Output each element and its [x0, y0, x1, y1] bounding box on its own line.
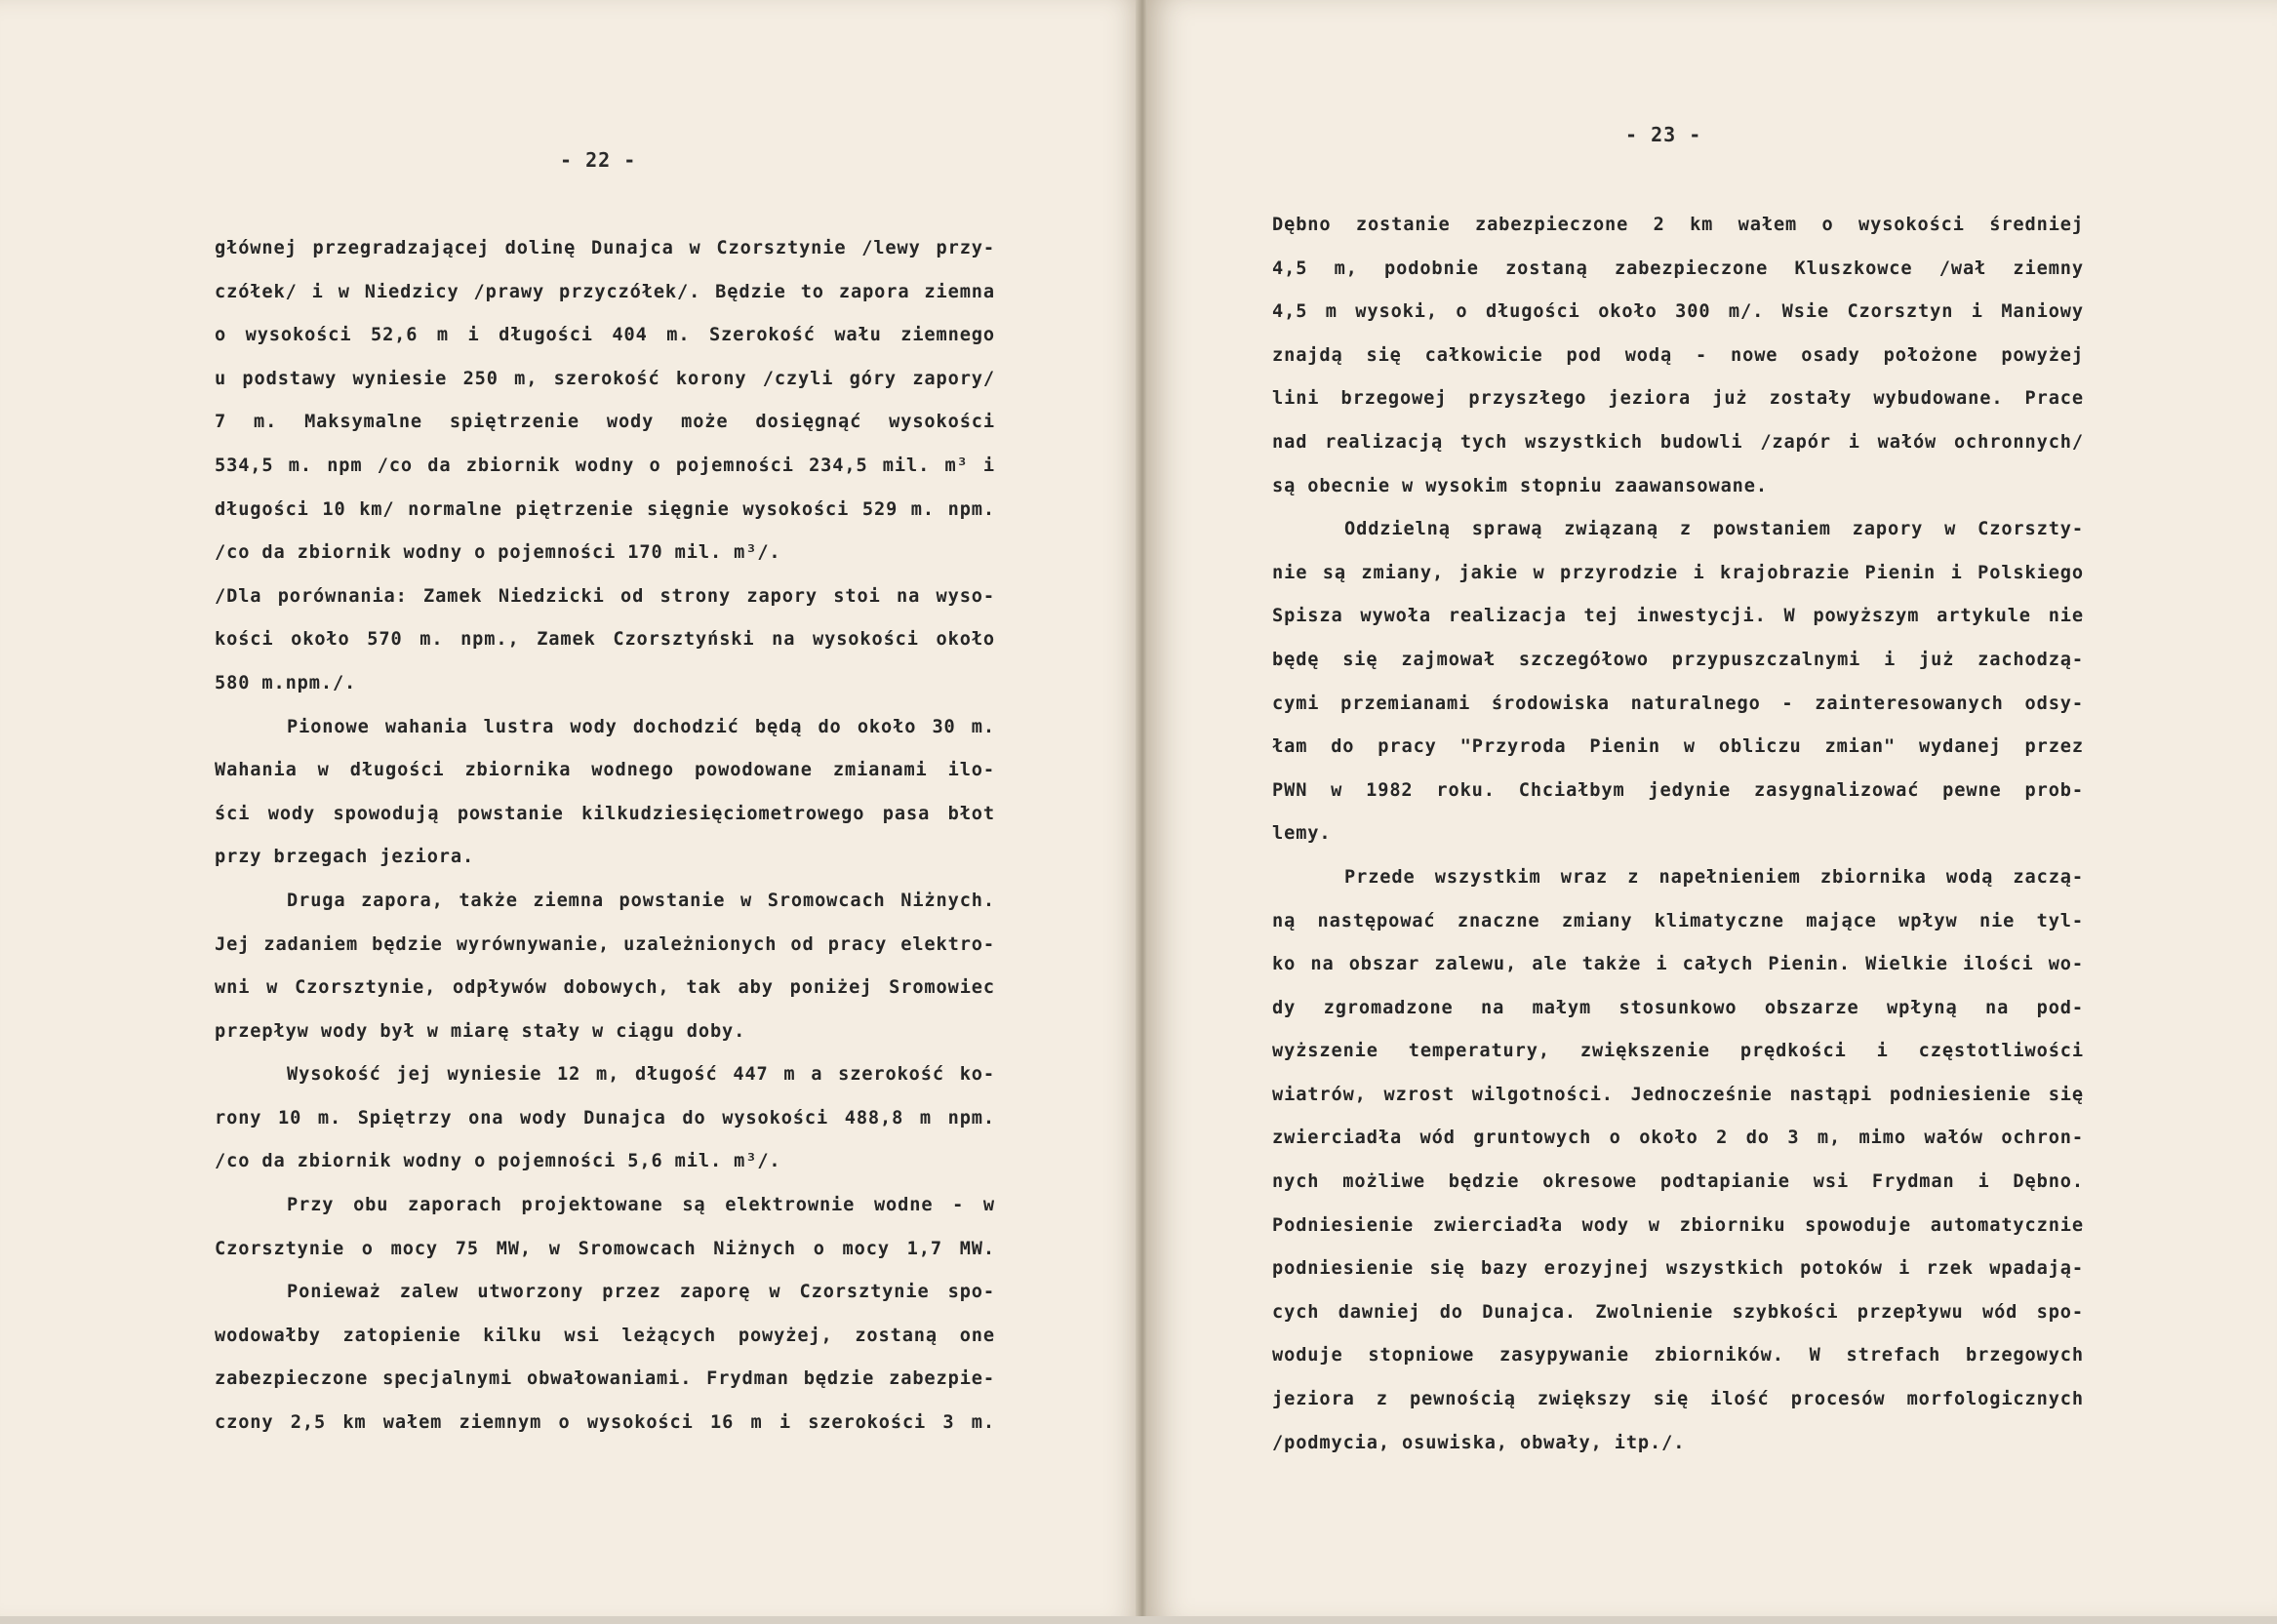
text-line: zabezpieczone specjalnymi obwałowaniami. Frydman będzie zabezpie- [215, 1368, 995, 1390]
text-line: u podstawy wyniesie 250 m, szerokość korony /czyli góry zapory/ [215, 368, 995, 389]
text-line: ści wody spowodują powstanie kilkudziesięciometrowego pasa błot [215, 803, 995, 824]
text-line: Ponieważ zalew utworzony przez zaporę w Czorsztynie spo- [287, 1282, 995, 1303]
text-line: Przede wszystkim wraz z napełnieniem zbiornika wodą zaczą- [1344, 866, 2084, 888]
text-line: Oddzielną sprawą związaną z powstaniem zapory w Czorszty- [1344, 519, 2084, 540]
text-line: lini brzegowej przyszłego jeziora już zostały wybudowane. Prace [1272, 388, 2084, 410]
text-line: Druga zapora, także ziemna powstanie w Sromowcach Niżnych. [287, 890, 995, 911]
text-line: ną następować znaczne zmiany klimatyczne mające wpływ nie tyl- [1272, 910, 2084, 931]
text-line: 7 m. Maksymalne spiętrzenie wody może dosięgnąć wysokości [215, 412, 995, 433]
text-line: Pionowe wahania lustra wody dochodzić będą do około 30 m. [287, 716, 995, 737]
text-line: będę się zajmował szczegółowo przypuszczalnymi i już zachodzą- [1272, 649, 2084, 670]
text-line: łam do pracy "Przyroda Pienin w obliczu zmian" wydanej przez [1272, 736, 2084, 758]
text-line: kości około 570 m. npm., Zamek Czorsztyński na wysokości około [215, 629, 995, 651]
text-line: 4,5 m, podobnie zostaną zabezpieczone Kluszkowce /wał ziemny [1272, 257, 2084, 279]
text-line: /co da zbiornik wodny o pojemności 170 mil. m³/. [215, 542, 781, 564]
right-page-text [1272, 204, 2084, 1465]
text-line: /podmycia, osuwiska, obwały, itp./. [1272, 1432, 1686, 1453]
text-line: PWN w 1982 roku. Chciałbym jedynie zasygnalizować pewne prob- [1272, 779, 2084, 801]
text-line: o wysokości 52,6 m i długości 404 m. Szerokość wału ziemnego [215, 325, 995, 346]
text-line: przepływ wody był w miarę stały w ciągu doby. [215, 1020, 746, 1042]
text-line: 580 m.npm./. [215, 672, 357, 693]
text-line: nad realizacją tych wszystkich budowli /zapór i wałów ochronnych/ [1272, 431, 2084, 453]
text-line: wiatrów, wzrost wilgotności. Jednocześnie nastąpi podniesienie się [1272, 1084, 2084, 1105]
right-page [1147, 0, 2277, 1624]
text-line: /Dla porównania: Zamek Niedzicki od strony zapory stoi na wyso- [215, 585, 995, 607]
text-line: są obecnie w wysokim stopniu zaawansowane. [1272, 475, 1768, 496]
text-line: Czorsztynie o mocy 75 MW, w Sromowcach Niżnych o mocy 1,7 MW. [215, 1238, 995, 1259]
text-line: 4,5 m wysoki, o długości około 300 m/. Wsie Czorsztyn i Maniowy [1272, 301, 2084, 323]
text-line: nie są zmiany, jakie w przyrodzie i krajobrazie Pienin i Polskiego [1272, 562, 2084, 583]
text-line: czony 2,5 km wałem ziemnym o wysokości 16 m i szerokości 3 m. [215, 1412, 995, 1434]
text-line: dy zgromadzone na małym stosunkowo obszarze wpłyną na pod- [1272, 997, 2084, 1018]
text-line: cych dawniej do Dunajca. Zwolnienie szybkości przepływu wód spo- [1272, 1301, 2084, 1323]
left-page-text [215, 227, 995, 1446]
text-line: rony 10 m. Spiętrzy ona wody Dunajca do wysokości 488,8 m npm. [215, 1107, 995, 1129]
text-line: nych możliwe będzie okresowe podtapianie wsi Frydman i Dębno. [1272, 1171, 2084, 1193]
text-line: przy brzegach jeziora. [215, 847, 475, 868]
text-line: wni w Czorsztynie, odpływów dobowych, tak aby poniżej Sromowiec [215, 977, 995, 999]
text-line: zwierciadła wód gruntowych o około 2 do 3 m, mimo wałów ochron- [1272, 1128, 2084, 1149]
text-line: znajdą się całkowicie pod wodą - nowe osady położone powyżej [1272, 344, 2084, 366]
text-line: Spisza wywoła realizacja tej inwestycji. W powyższym artykule nie [1272, 606, 2084, 627]
text-line: ko na obszar zalewu, ale także i całych Pienin. Wielkie ilości wo- [1272, 954, 2084, 975]
text-line: lemy. [1272, 823, 1332, 845]
text-line: wodowałby zatopienie kilku wsi leżących powyżej, zostaną one [215, 1325, 995, 1346]
page-number-right: - 23 - [1625, 123, 1702, 146]
page-number-left: - 22 - [560, 148, 637, 172]
text-line: Wahania w długości zbiornika wodnego powodowane zmianami ilo- [215, 760, 995, 781]
text-line: Wysokość jej wyniesie 12 m, długość 447 m a szerokość ko- [287, 1064, 995, 1086]
text-line: /co da zbiornik wodny o pojemności 5,6 mil. m³/. [215, 1151, 781, 1172]
text-line: cymi przemianami środowiska naturalnego - zainteresowanych odsy- [1272, 693, 2084, 714]
text-line: głównej przegradzającej dolinę Dunajca w Czorsztynie /lewy przy- [215, 238, 995, 258]
text-line: 534,5 m. npm /co da zbiornik wodny o pojemności 234,5 mil. m³ i [215, 455, 995, 476]
text-line: Jej zadaniem będzie wyrównywanie, uzależnionych od pracy elektro- [215, 933, 995, 955]
text-line: długości 10 km/ normalne piętrzenie sięgnie wysokości 529 m. npm. [215, 498, 995, 520]
text-line: woduje stopniowe zasypywanie zbiorników. W strefach brzegowych [1272, 1345, 2084, 1367]
text-line: Podniesienie zwierciadła wody w zbiorniku spowoduje automatycznie [1272, 1214, 2084, 1236]
scan-bottom-edge [0, 1616, 2277, 1624]
text-line: jeziora z pewnością zwiększy się ilość procesów morfologicznych [1272, 1389, 2084, 1410]
text-line: podniesienie się bazy erozyjnej wszystkich potoków i rzek wpadają- [1272, 1258, 2084, 1280]
text-line: Dębno zostanie zabezpieczone 2 km wałem o wysokości średniej [1272, 215, 2084, 235]
text-line: Przy obu zaporach projektowane są elektrownie wodne - w [287, 1195, 995, 1216]
text-line: wyższenie temperatury, zwiększenie prędkości i częstotliwości [1272, 1041, 2084, 1062]
text-line: czółek/ i w Niedzicy /prawy przyczółek/. Będzie to zapora ziemna [215, 281, 995, 302]
